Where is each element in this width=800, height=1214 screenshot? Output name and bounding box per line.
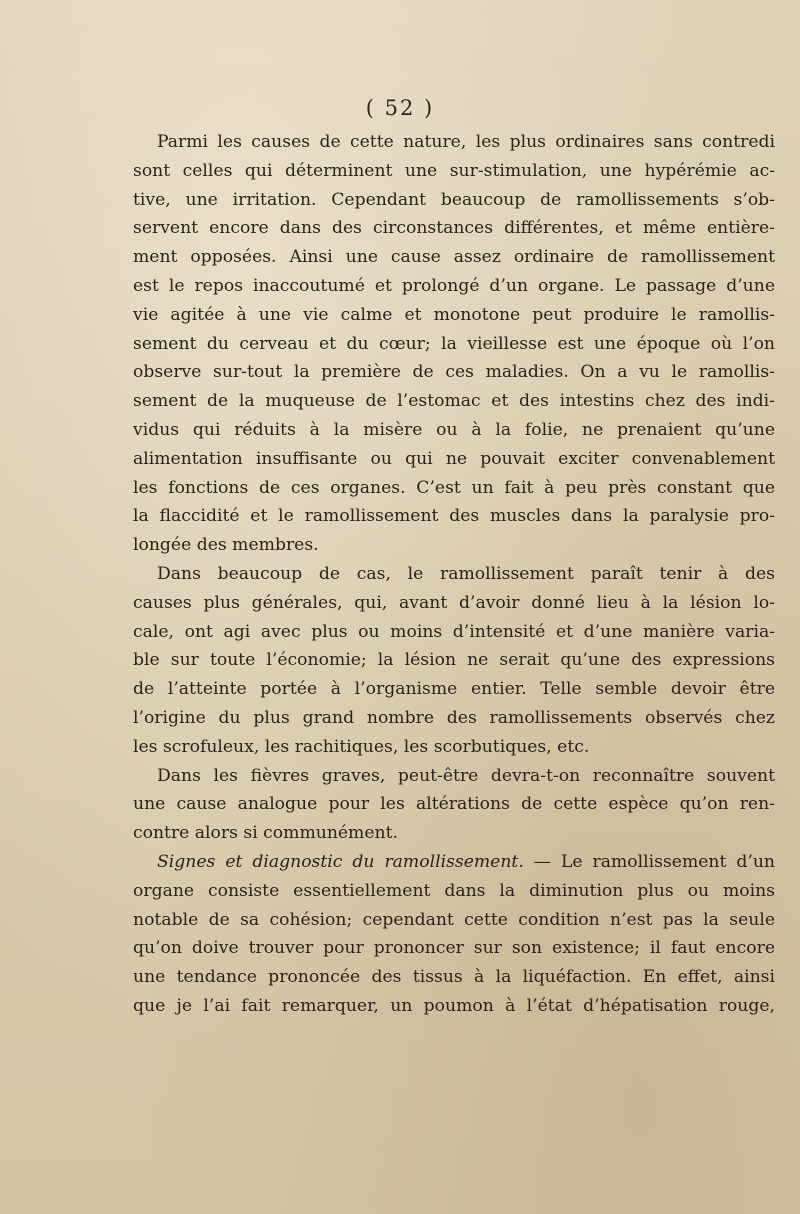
text-line: organe consiste essentiellement dans la diminution plus ou moins bbox=[133, 880, 775, 901]
text-line: cale, ont agi avec plus ou moins d’intensité et d’une manière varia- bbox=[133, 621, 775, 642]
text-line: de l’atteinte portée à l’organisme entier. Telle semble devoir être bbox=[133, 679, 775, 700]
text-line: les fonctions de ces organes. C’est un fait à peu près constant que bbox=[133, 477, 775, 498]
text-fragment: — Le ramollissement d’un bbox=[523, 851, 775, 872]
text-line: Parmi les causes de cette nature, les plus ordinaires sans contredi bbox=[157, 132, 775, 152]
paragraph-3 bbox=[133, 762, 775, 848]
text-line: est le repos inaccoutumé et prolongé d’un organe. Le passage d’une bbox=[133, 275, 775, 296]
text-line: Dans les fièvres graves, peut-être devra-t-on reconnaître souvent bbox=[157, 765, 775, 786]
text-line: l’origine du plus grand nombre des ramollissements observés chez bbox=[133, 707, 775, 728]
paragraph-4 bbox=[133, 848, 775, 1021]
text-line: servent encore dans des circonstances différentes, et même entière- bbox=[133, 218, 775, 239]
text-line: que je l’ai fait remarquer, un poumon à l’état d’hépatisation rouge, bbox=[133, 995, 775, 1016]
text-line: contre alors si communément. bbox=[133, 823, 398, 844]
text-line: une cause analogue pour les altérations de cette espèce qu’on ren- bbox=[133, 794, 775, 815]
text-line bbox=[133, 848, 775, 877]
text-line: tive, une irritation. Cependant beaucoup de ramollissements s’ob- bbox=[133, 189, 775, 210]
page-number: ( 52 ) bbox=[365, 96, 435, 120]
text-line: notable de sa cohésion; cependant cette condition n’est pas la seule bbox=[133, 909, 775, 930]
text-line: qu’on doive trouver pour prononcer sur son existence; il faut encore bbox=[133, 938, 775, 959]
text-line: la flaccidité et le ramollissement des muscles dans la paralysie pro- bbox=[133, 506, 775, 527]
text-line: vie agitée à une vie calme et monotone peut produire le ramollis- bbox=[133, 304, 775, 325]
text-line: vidus qui réduits à la misère ou à la folie, ne prenaient qu’une bbox=[133, 419, 775, 440]
text-line: alimentation insuffisante ou qui ne pouvait exciter convenablement bbox=[133, 448, 775, 469]
text-line: les scrofuleux, les rachitiques, les scorbutiques, etc. bbox=[133, 736, 590, 757]
paragraph-2 bbox=[133, 560, 775, 762]
text-body bbox=[133, 128, 775, 1021]
text-line: ment opposées. Ainsi une cause assez ordinaire de ramollissement bbox=[133, 247, 775, 268]
text-line: ble sur toute l’économie; la lésion ne serait qu’une des expressions bbox=[133, 650, 775, 671]
text-line: une tendance prononcée des tissus à la liquéfaction. En effet, ainsi bbox=[133, 967, 775, 988]
text-line: sont celles qui déterminent une sur-stimulation, une hypérémie ac- bbox=[133, 160, 775, 181]
text-line: Dans beaucoup de cas, le ramollissement paraît tenir à des bbox=[157, 563, 775, 584]
text-line: observe sur-tout la première de ces maladies. On a vu le ramollis- bbox=[133, 362, 775, 383]
text-line: causes plus générales, qui, avant d’avoir donné lieu à la lésion lo- bbox=[133, 592, 775, 613]
paragraph-1 bbox=[133, 128, 775, 560]
section-heading: Signes et diagnostic du ramollissement. bbox=[157, 851, 524, 872]
text-line: sement de la muqueuse de l’estomac et des intestins chez des indi- bbox=[133, 391, 775, 412]
text-line: longée des membres. bbox=[133, 535, 319, 556]
text-line: sement du cerveau et du cœur; la vieillesse est une époque où l’on bbox=[133, 333, 775, 354]
